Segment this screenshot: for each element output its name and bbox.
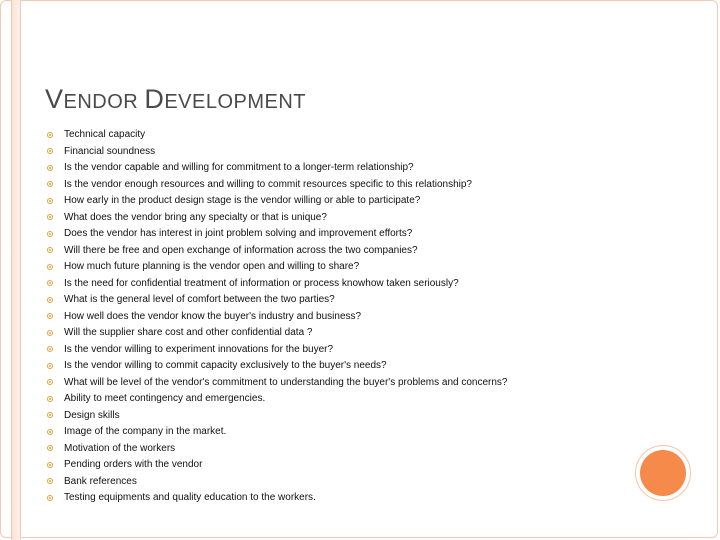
slide-title	[45, 84, 306, 115]
list-item	[44, 193, 684, 210]
bullet-icon	[47, 396, 53, 402]
bullet-icon	[47, 495, 53, 501]
bullet-icon	[47, 379, 53, 385]
list-item	[44, 226, 684, 243]
list-item	[44, 490, 684, 507]
bullet-icon	[47, 363, 53, 369]
list-item-text: Motivation of the workers	[64, 442, 176, 454]
bullet-icon	[47, 247, 53, 253]
title-part: V	[45, 84, 64, 114]
list-item-text: Pending orders with the vendor	[64, 459, 203, 470]
list-item	[44, 292, 684, 309]
list-item	[44, 210, 684, 227]
bullet-icon	[47, 214, 53, 220]
list-item-text: How much future planning is the vendor open and willing to share?	[64, 261, 360, 272]
list-item-text: Does the vendor has interest in joint problem solving and improvement efforts?	[64, 228, 413, 239]
list-item-text: Technical capacity	[64, 129, 146, 140]
list-item	[44, 358, 684, 375]
list-item-text: Ability to meet contingency and emergencies.	[64, 393, 266, 404]
list-item-text: Testing equipments and quality education to the workers.	[64, 492, 316, 503]
list-item	[44, 408, 684, 425]
bullet-icon	[47, 462, 53, 468]
list-item	[44, 457, 684, 474]
bullet-icon	[47, 181, 53, 187]
bullet-icon	[47, 478, 53, 484]
list-item	[44, 127, 684, 144]
list-item	[44, 259, 684, 276]
list-item	[44, 375, 684, 392]
bullet-icon	[47, 445, 53, 451]
list-item	[44, 144, 684, 161]
list-item	[44, 424, 684, 441]
list-item	[44, 342, 684, 359]
list-item-text: Is the vendor willing to experiment innovations for the buyer?	[64, 343, 334, 355]
list-item	[44, 309, 684, 326]
list-item	[44, 276, 684, 293]
bullet-icon	[47, 346, 53, 352]
list-item-text: Is the vendor willing to commit capacity exclusively to the buyer's needs?	[64, 360, 387, 371]
bullet-icon	[47, 412, 53, 418]
list-item	[44, 441, 684, 458]
orange-circle-decoration	[640, 450, 686, 496]
bullet-icon	[47, 429, 53, 435]
list-item	[44, 391, 684, 408]
title-part: ENDOR	[63, 91, 145, 113]
list-item-text: Will the supplier share cost and other confidential data ?	[64, 327, 313, 338]
bullet-icon	[47, 198, 53, 204]
bullet-icon	[47, 264, 53, 270]
list-item-text: What does the vendor bring any specialty or that is unique?	[64, 211, 327, 223]
list-item-text: Will there be free and open exchange of information across the two companies?	[64, 244, 418, 256]
list-item	[44, 243, 684, 260]
list-item-text: How well does the vendor know the buyer's industry and business?	[64, 310, 362, 322]
bullet-icon	[47, 297, 53, 303]
bullet-icon	[47, 231, 53, 237]
bullet-icon	[47, 132, 53, 138]
list-item	[44, 474, 684, 491]
title-part: D	[144, 84, 165, 114]
list-item-text: What will be level of the vendor's commitment to understanding the buyer's problems and concerns?	[64, 376, 508, 388]
bullet-icon	[47, 165, 53, 171]
list-item-text: Image of the company in the market.	[64, 426, 227, 437]
title-part: EVELOPMENT	[164, 91, 307, 113]
list-item	[44, 177, 684, 194]
bullet-icon	[47, 280, 53, 286]
list-item-text: How early in the product design stage is the vendor willing or able to participate?	[64, 195, 421, 206]
bullet-list	[44, 127, 684, 507]
bullet-icon	[47, 148, 53, 154]
left-decorative-bar	[11, 0, 21, 540]
list-item-text: Bank references	[64, 475, 137, 487]
list-item-text: What is the general level of comfort between the two parties?	[64, 294, 335, 305]
list-item	[44, 160, 684, 177]
bullet-icon	[47, 330, 53, 336]
bullet-icon	[47, 313, 53, 319]
list-item-text: Design skills	[64, 409, 120, 421]
list-item-text: Is the vendor capable and willing for commitment to a longer-term relationship?	[64, 162, 414, 173]
list-item-text: Financial soundness	[64, 145, 156, 157]
list-item	[44, 325, 684, 342]
list-item-text: Is the vendor enough resources and willing to commit resources specific to this relationship?	[64, 178, 472, 190]
list-item-text: Is the need for confidential treatment of information or process knowhow taken seriously?	[64, 277, 459, 289]
